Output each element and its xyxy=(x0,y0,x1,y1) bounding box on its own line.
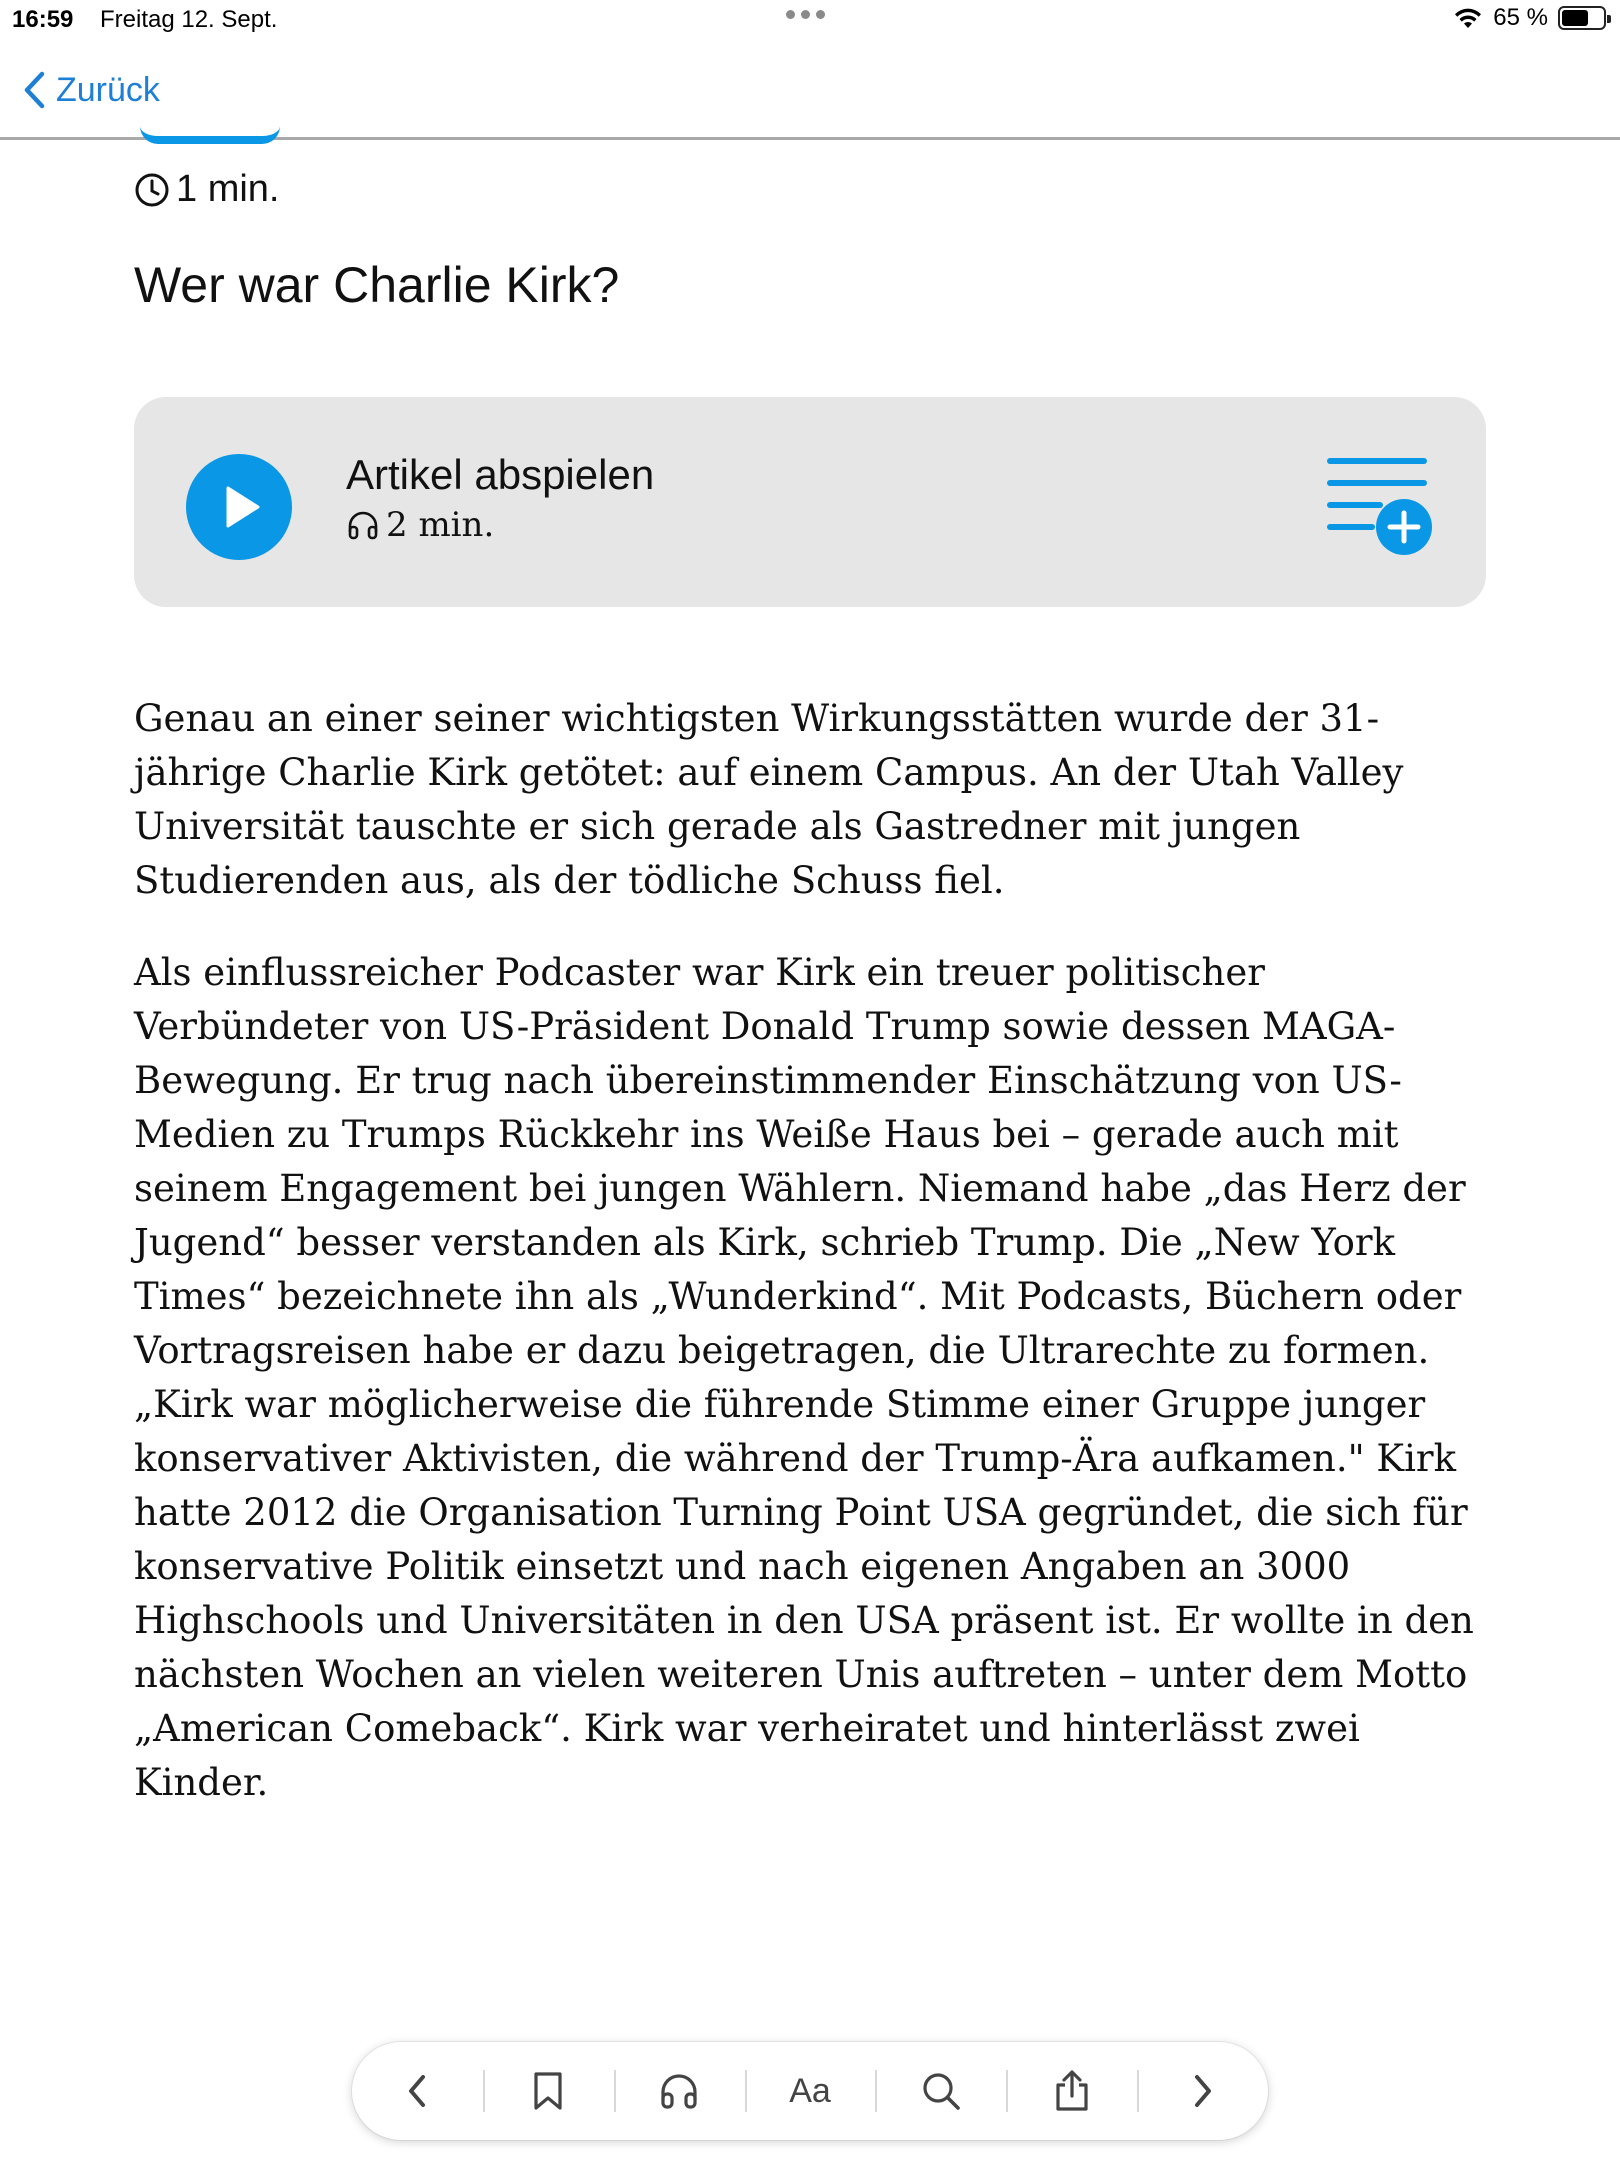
reader-toolbar xyxy=(352,2042,1268,2140)
back-label: Zurück xyxy=(56,70,160,109)
text-size-icon: Aa xyxy=(789,2071,831,2110)
back-button[interactable] xyxy=(22,70,160,110)
clock-icon xyxy=(134,172,170,208)
play-icon xyxy=(186,454,292,560)
audio-duration xyxy=(346,505,494,545)
text-size-button[interactable] xyxy=(745,2042,876,2140)
audio-player-card[interactable] xyxy=(134,397,1486,607)
listen-button[interactable] xyxy=(614,2042,745,2140)
navigation-bar xyxy=(0,40,1620,140)
status-time: 16:59 xyxy=(12,6,74,33)
search-icon xyxy=(920,2070,962,2112)
multitasking-dots-icon[interactable] xyxy=(786,10,825,19)
reading-time-value: 1 min. xyxy=(176,168,280,210)
audio-label: Artikel abspielen xyxy=(346,451,655,498)
scrolled-tag-remnant xyxy=(140,126,280,144)
article-title: Wer war Charlie Kirk? xyxy=(134,257,620,313)
wifi-icon xyxy=(1453,6,1483,30)
chevron-right-icon xyxy=(1191,2071,1215,2111)
search-button[interactable] xyxy=(875,2042,1006,2140)
reading-time xyxy=(134,168,279,211)
headphones-icon xyxy=(346,510,380,540)
battery-percentage: 65 % xyxy=(1493,4,1548,31)
chevron-left-icon xyxy=(405,2071,429,2111)
article-paragraph: Genau an einer seiner wichtigsten Wirkungsstätten wurde der 31-jährige Charlie Kirk getötet: auf einem Campus. An der Utah Valley Universität tauschte er sich gerade als Gastredner mit jungen Studierenden aus, als der tödliche Schuss fiel. xyxy=(134,697,1404,902)
status-bar xyxy=(0,0,1620,40)
next-article-button[interactable] xyxy=(1137,2042,1268,2140)
bookmark-icon xyxy=(531,2070,565,2112)
headphones-icon xyxy=(658,2072,700,2110)
battery-icon xyxy=(1558,6,1606,30)
share-button[interactable] xyxy=(1006,2042,1137,2140)
share-icon xyxy=(1052,2069,1092,2113)
play-button[interactable] xyxy=(186,454,292,560)
article-body xyxy=(134,692,1504,1848)
bookmark-button[interactable] xyxy=(483,2042,614,2140)
status-date: Freitag 12. Sept. xyxy=(100,6,278,33)
article-paragraph: Als einflussreicher Podcaster war Kirk ein treuer politischer Verbündeter von US-Präsident Donald Trump sowie dessen MAGA-Bewegung. Er trug nach übereinstimmender Einschätzung von US-Medien zu Trumps Rückkehr ins Weiße Haus bei – gerade auch mit seinem Engagement bei jungen Wählern. Niemand habe „das Herz der Jugend“ besser verstanden als Kirk, schrieb Trump. Die „New York Times“ bezeichnete ihn als „Wunderkind“. Mit Podcasts, Büchern oder Vortragsreisen habe er dazu beigetragen, die Ultrarechte zu formen. „Kirk war möglicherweise die führende Stimme einer Gruppe junger konservativer Aktivisten, die während der Trump-Ära aufkamen." Kirk hatte 2012 die Organisation Turning Point USA gegründet, die sich für konservative Politik einsetzt und nach eigenen Angaben an 3000 Highschools und Universitäten in den USA präsent ist. Er wollte in den nächsten Wochen an vielen weiteren Unis auftreten – unter dem Motto „American Comeback“. Kirk war verheiratet und hinterlässt zwei Kinder. xyxy=(134,951,1474,1804)
audio-duration-value: 2 min. xyxy=(386,505,495,545)
status-indicators xyxy=(1453,4,1606,32)
add-to-playlist-icon[interactable] xyxy=(1320,453,1444,559)
chevron-left-icon xyxy=(22,70,46,110)
previous-article-button[interactable] xyxy=(352,2042,483,2140)
